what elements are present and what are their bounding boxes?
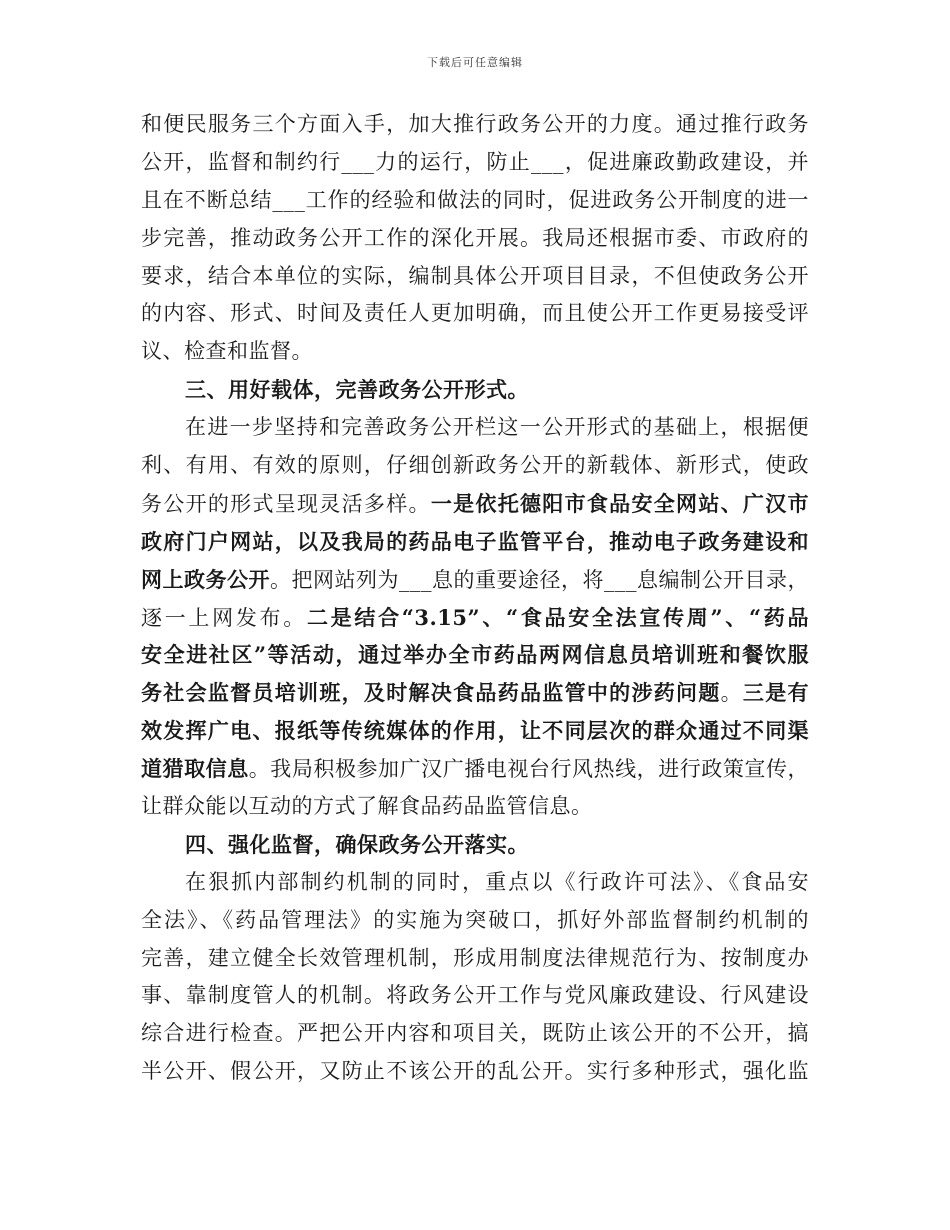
paragraph-line: 政府门户网站，以及我局的药品电子监管平台，推动电子政务建设和 [141, 528, 809, 554]
paragraph-line: 议、检查和监督。 [141, 339, 313, 364]
paragraph-line: 让群众能以互动的方式了解食品药品监管信息。 [141, 794, 593, 819]
paragraph-line: 在进一步坚持和完善政务公开栏这一公开形式的基础上，根据便 [185, 415, 809, 440]
paragraph-line: 和便民服务三个方面入手，加大推行政务公开的力度。通过推行政务 [141, 112, 809, 136]
paragraph-line: 道猎取信息。我局积极参加广汉广播电视台行风热线，进行政策宣传， [141, 756, 809, 782]
paragraph-line: 要求，结合本单位的实际，编制具体公开项目目录，不但使政务公开 [141, 263, 809, 288]
paragraph-line: 网上政务公开。把网站列为___息的重要途径，将___息编制公开目录， [141, 566, 809, 592]
paragraph-line: 的内容、形式、时间及责任人更加明确，而且使公开工作更易接受评 [141, 301, 809, 326]
paragraph-line: 事、靠制度管人的机制。将政务公开工作与党风廉政建设、行风建设 [141, 983, 809, 1008]
paragraph-line: 半公开、假公开，又防止不该公开的乱公开。实行多种形式，强化监 [141, 1059, 809, 1084]
section-heading: 四、强化监督，确保政务公开落实。 [185, 831, 529, 857]
paragraph-line: 安全进社区”等活动，通过举办全市药品两网信息员培训班和餐饮服 [141, 642, 809, 668]
paragraph-line: 步完善，推动政务公开工作的深化开展。我局还根据市委、市政府的 [141, 225, 809, 250]
paragraph-line: 务社会监督员培训班，及时解决食品药品监管中的涉药问题。三是有 [141, 680, 810, 706]
paragraph-line: 逐一上网发布。二是结合“3.15”、“食品安全法宣传周”、“药品 [141, 604, 809, 630]
paragraph-line: 完善，建立健全长效管理机制，形成用制度法律规范行为、按制度办 [141, 945, 809, 970]
paragraph-line: 全法》、《药品管理法》的实施为突破口，抓好外部监督制约机制的 [141, 907, 809, 932]
paragraph-line: 且在不断总结___工作的经验和做法的同时，促进政务公开制度的进一 [141, 187, 809, 212]
paragraph-line: 在狠抓内部制约机制的同时，重点以《行政许可法》、《食品安 [185, 869, 809, 894]
paragraph-line: 效发挥广电、报纸等传统媒体的作用，让不同层次的群众通过不同渠 [141, 718, 809, 744]
paragraph-line: 务公开的形式呈现灵活多样。一是依托德阳市食品安全网站、广汉市 [141, 490, 810, 516]
page-header: 下载后可任意编辑 [427, 56, 523, 69]
section-heading: 三、用好载体，完善政务公开形式。 [185, 377, 529, 403]
paragraph-line: 利、有用、有效的原则，仔细创新政务公开的新载体、新形式，使政 [141, 453, 809, 478]
paragraph-line: 公开，监督和制约行___力的运行，防止___，促进廉政勤政建设，并 [141, 149, 809, 174]
paragraph-line: 综合进行检查。严把公开内容和项目关，既防止该公开的不公开，搞 [141, 1021, 809, 1046]
document-body [141, 106, 809, 1091]
